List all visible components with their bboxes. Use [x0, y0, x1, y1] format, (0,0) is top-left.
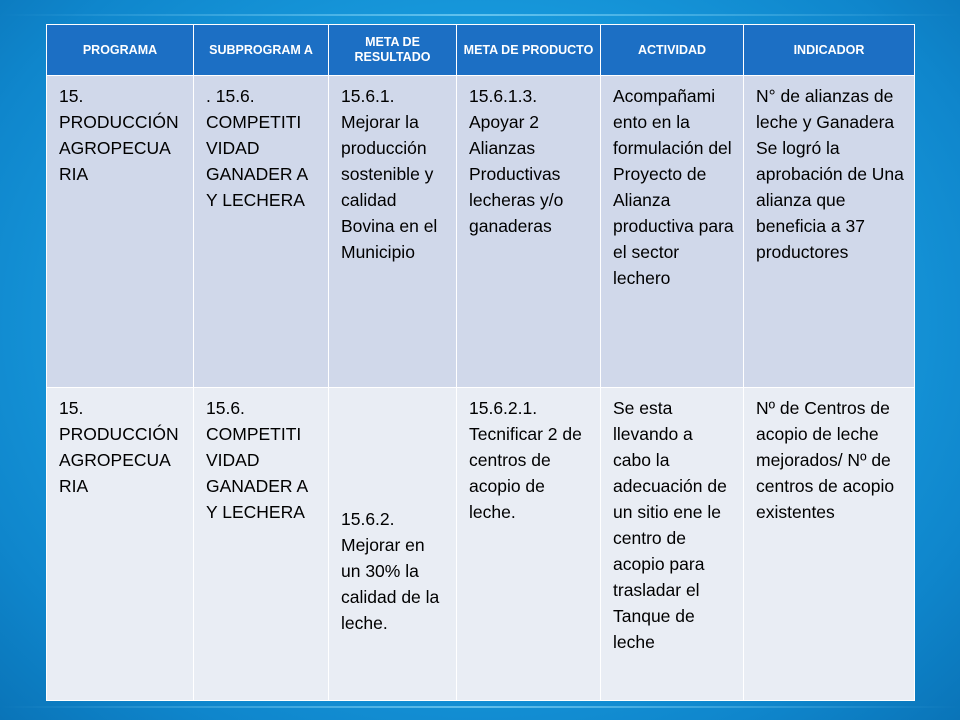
cell-indicador: N° de alianzas de leche y Ganadera Se logró la aprobación de Una alianza que beneficia a 37 productores: [744, 76, 915, 388]
cell-meta-resultado: 15.6.1. Mejorar la producción sostenible y calidad Bovina en el Municipio: [329, 76, 457, 388]
table-row: [47, 388, 915, 701]
table-header-row: [47, 25, 915, 76]
background-glow-line: [0, 14, 960, 16]
cell-programa: 15. PRODUCCIÓN AGROPECUA RIA: [47, 388, 194, 701]
table-row: [47, 76, 915, 388]
header-actividad: ACTIVIDAD: [601, 25, 744, 76]
cell-meta-resultado: 15.6.2. Mejorar en un 30% la calidad de la leche.: [329, 388, 457, 701]
header-subprograma: SUBPROGRAM A: [194, 25, 329, 76]
header-meta-resultado: META DE RESULTADO: [329, 25, 457, 76]
program-table: [46, 24, 915, 701]
cell-subprograma: 15.6. COMPETITI VIDAD GANADER A Y LECHERA: [194, 388, 329, 701]
cell-meta-producto: 15.6.1.3. Apoyar 2 Alianzas Productivas lecheras y/o ganaderas: [457, 76, 601, 388]
header-indicador: INDICADOR: [744, 25, 915, 76]
cell-actividad: Acompañami ento en la formulación del Proyecto de Alianza productiva para el sector lechero: [601, 76, 744, 388]
cell-subprograma: . 15.6. COMPETITI VIDAD GANADER A Y LECHERA: [194, 76, 329, 388]
header-programa: PROGRAMA: [47, 25, 194, 76]
cell-programa: 15. PRODUCCIÓN AGROPECUA RIA: [47, 76, 194, 388]
cell-indicador: Nº de Centros de acopio de leche mejorados/ Nº de centros de acopio existentes: [744, 388, 915, 701]
header-meta-producto: META DE PRODUCTO: [457, 25, 601, 76]
cell-actividad: Se esta llevando a cabo la adecuación de un sitio ene le centro de acopio para trasladar el Tanque de leche: [601, 388, 744, 701]
background-glow-line: [0, 706, 960, 708]
cell-meta-producto: 15.6.2.1. Tecnificar 2 de centros de acopio de leche.: [457, 388, 601, 701]
